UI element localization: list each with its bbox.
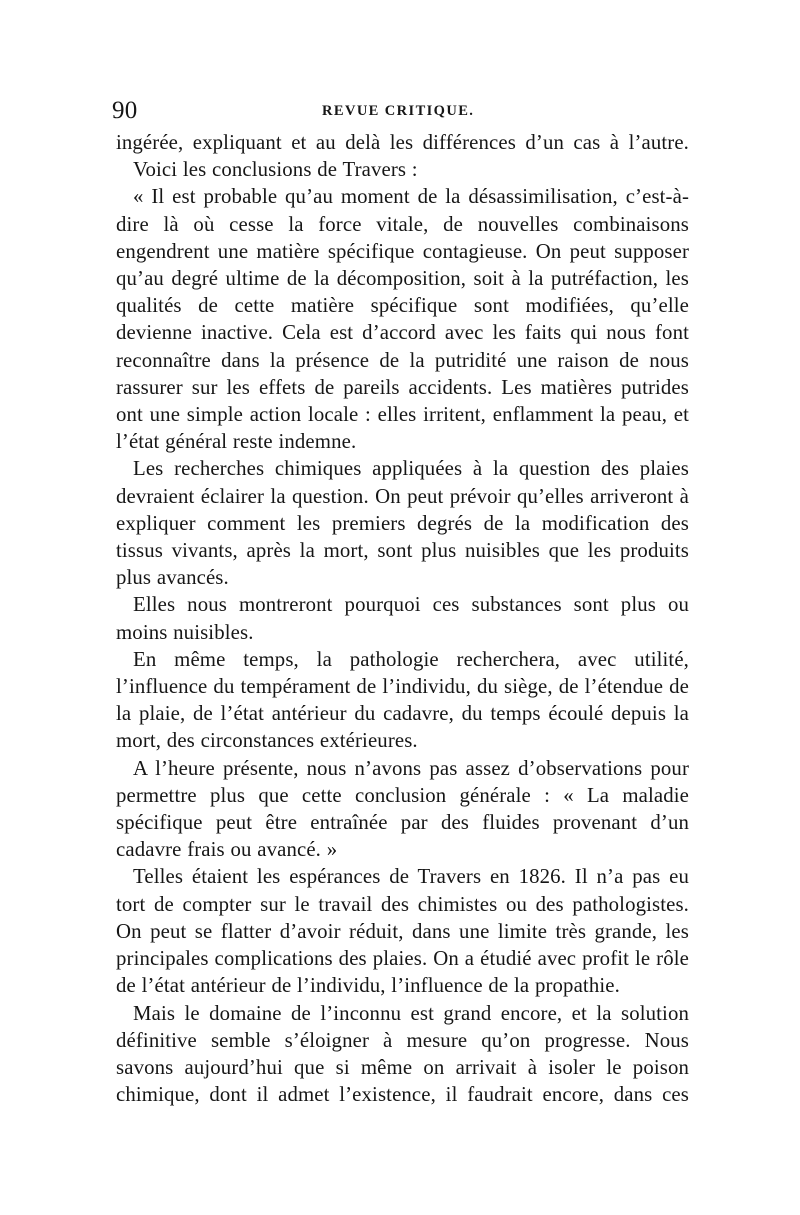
page-number: 90 — [112, 97, 138, 124]
paragraph-6: En même temps, la pathologie recherchera, avec utilité, l’influence du tempérament de l’individu, du siège, de l’étendue de la plaie, de l’état antérieur du cadavre, du temps écoulé depuis la mort, des circonstances extérieures. — [116, 647, 689, 753]
body-text — [116, 129, 689, 1108]
running-head — [112, 96, 689, 126]
paragraph-1: ingérée, expliquant et au delà les différences d’un cas à l’autre. — [116, 131, 689, 154]
paragraph-3: « Il est probable qu’au moment de la désassimilisation, c’est-à-dire là où cesse la force vitale, de nouvelles combinaisons engendrent une matière spécifique contagieuse. On peut supposer qu’au degré ultime de la décomposition, soit à la putréfaction, les qualités de cette matière spécifique sont modifiées, qu’elle devienne inactive. Cela est d’accord avec les faits qui nous font reconnaître dans la présence de la putridité une raison de nous rassurer sur les effets de pareils accidents. Les matières putrides ont une simple action locale : elles irritent, enflamment la peau, et l’état général reste indemne. — [116, 185, 689, 454]
paragraph-8: Telles étaient les espérances de Travers en 1826. Il n’a pas eu tort de compter sur le travail des chimistes ou des pathologistes. On peut se flatter d’avoir réduit, dans une limite très grande, les principales complications des plaies. On a étudié avec profit le rôle de l’état antérieur de l’individu, l’influence de la propathie. — [116, 865, 689, 998]
paragraph-2: Voici les conclusions de Travers : — [133, 158, 418, 182]
paragraph-5: Elles nous montreront pourquoi ces substances sont plus ou moins nuisibles. — [116, 593, 689, 644]
journal-title: REVUE CRITIQUE. — [322, 103, 475, 119]
paragraph-4: Les recherches chimiques appliquées à la question des plaies devraient éclairer la question. On peut prévoir qu’elles arriveront à expliquer comment les premiers degrés de la modification des tissus vivants, après la mort, sont plus nuisibles que les produits plus avancés. — [116, 457, 689, 590]
paragraph-7: A l’heure présente, nous n’avons pas assez d’observations pour permettre plus que cette conclusion générale : « La maladie spécifique peut être entraînée par des fluides provenant d’un cadavre frais ou avancé. » — [116, 756, 689, 862]
paragraph-9: Mais le domaine de l’inconnu est grand encore, et la solution définitive semble s’éloigner à mesure qu’on progresse. Nous savons aujourd’hui que si même on arrivait à isoler le poison chimique, dont il admet l’existence, il faudrait encore, dans ces — [116, 1001, 689, 1107]
